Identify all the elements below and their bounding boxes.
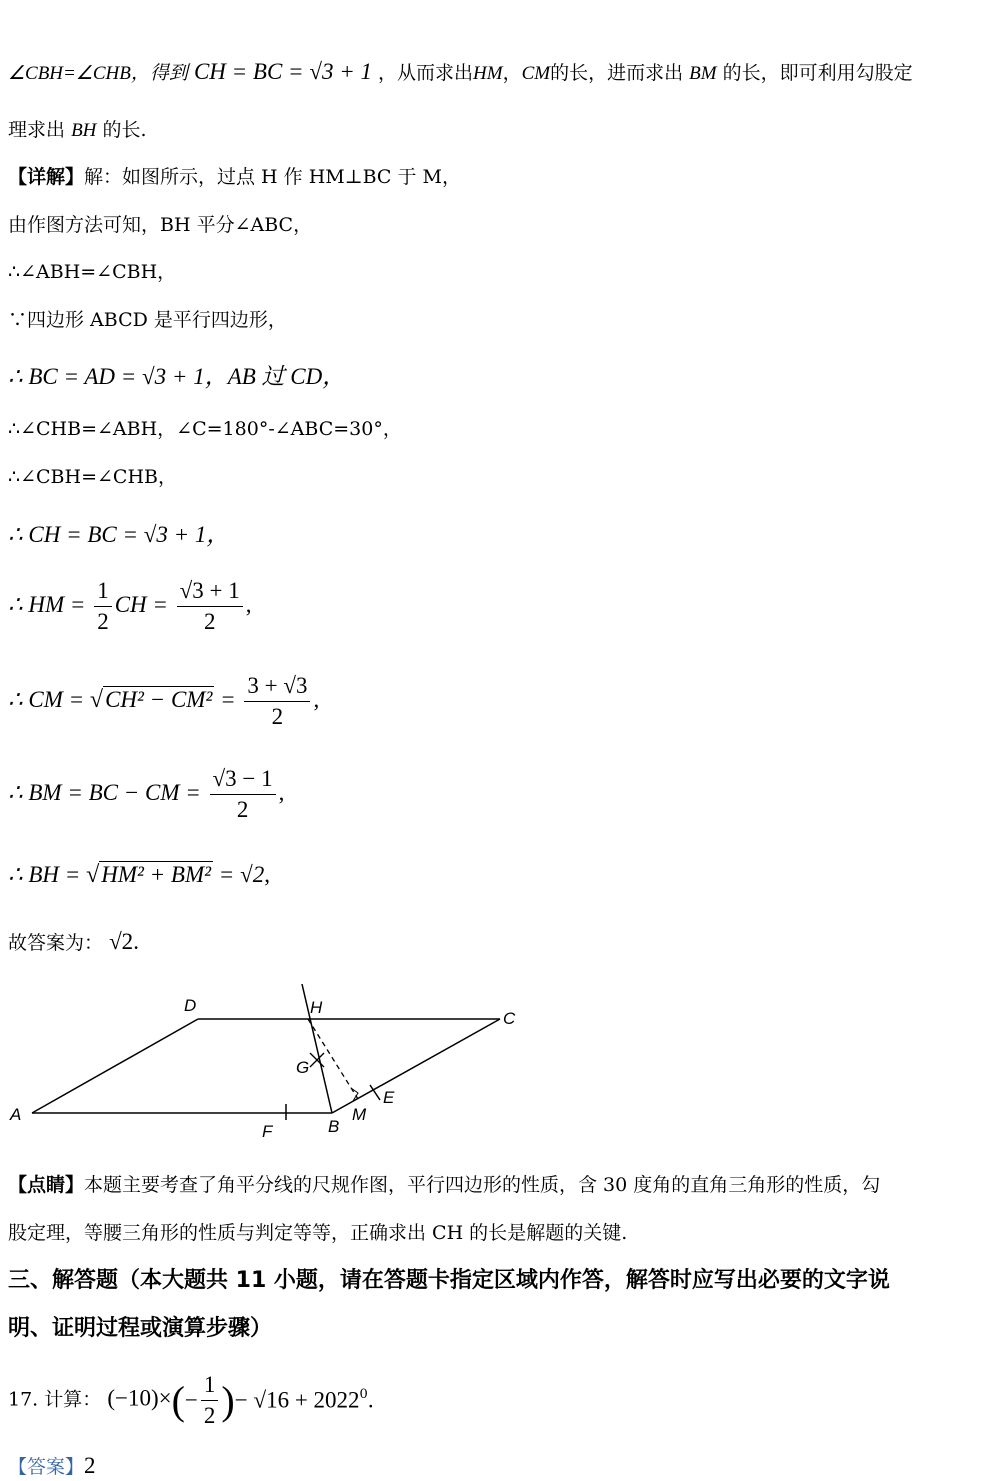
cm-num: 3 + √3 (244, 673, 310, 702)
comment-line-1 (8, 1170, 880, 1197)
detail-line-1 (8, 162, 461, 189)
section-3-title-2 (8, 1311, 272, 1342)
answer-value: √2 (109, 929, 134, 954)
section-3-title-1 (8, 1263, 890, 1294)
detail-line-11: ∴ BM = BC − CM = $\frac{√3 - 1}{2}$ , (8, 766, 285, 822)
comment-text-2: 股定理，等腰三角形的性质与判定等等，正确求出 CH 的长是解题的关键. (8, 1222, 628, 1244)
detail-line-8 (8, 516, 229, 549)
q17-den: 2 (203, 1403, 216, 1428)
intro-bm: BM (689, 63, 717, 84)
section-3-text-1: 三、解答题（本大题共 11 小题，请在答题卡指定区域内作答，解答时应写出必要的文字说 (8, 1268, 890, 1293)
sqrt-symbol: √ (89, 686, 104, 713)
hm-den: 2 (203, 609, 216, 634)
label-c: C (503, 1009, 516, 1028)
answer-tag: 【答案】 (8, 1456, 85, 1478)
detail-line-5 (8, 358, 345, 391)
comment-line-2 (8, 1218, 627, 1245)
intro-text-2: ，从而求出 (378, 62, 474, 84)
intro-line-1 (8, 58, 913, 85)
section-3-text-2: 明、证明过程或演算步骤） (8, 1316, 273, 1341)
label-m: M (352, 1105, 367, 1124)
question-17: 17. 计算： (−10)×(− $\frac{1}{2}$ )− $√16 + 2022^0$. (8, 1372, 374, 1428)
cm-den: 2 (271, 704, 284, 729)
comment-text-1: 本题主要考查了角平分线的尺规作图，平行四边形的性质，含 30 度角的直角三角形的性质，勾 (84, 1174, 881, 1196)
bm-num: √3 − 1 (210, 766, 276, 795)
intro-text-5: 理求出 (8, 119, 66, 141)
answer-17-value: 2 (84, 1453, 96, 1478)
q17-label: 17. 计算： (8, 1388, 102, 1411)
hm-fraction (177, 578, 243, 635)
detail-text-3: ∴∠ABH=∠CBH， (8, 261, 177, 283)
q17-num: 1 (201, 1372, 219, 1401)
bm-fraction (210, 766, 276, 823)
intro-text-1: ∠CBH=∠CHB，得到 (8, 63, 188, 84)
half-fraction (94, 578, 112, 635)
q17-fraction (201, 1372, 219, 1429)
detail-tag: 【详解】 (8, 166, 85, 188)
detail-text-4: ∵四边形 ABCD 是平行四边形， (8, 309, 287, 331)
intro-hm: HM (473, 63, 503, 84)
detail-line-3 (8, 257, 176, 284)
detail-line-6 (8, 414, 402, 441)
intro-cm: CM (521, 63, 551, 84)
intro-line-2 (8, 115, 146, 142)
cm-fraction (244, 673, 310, 730)
label-a: A (10, 1105, 22, 1124)
label-e: E (383, 1088, 395, 1107)
answer-prefix: 故答案为： (8, 932, 104, 954)
label-d: D (184, 996, 197, 1015)
detail-text-1: 解：如图所示，过点 H 作 HM⊥BC 于 M， (84, 166, 461, 188)
intro-bh: BH (71, 120, 97, 141)
label-h: H (310, 998, 323, 1017)
hm-num: √3 + 1 (177, 578, 243, 607)
bh-radicand: HM² + BM² (101, 862, 212, 887)
q17-expr-b: − √16 + 2022 (234, 1387, 360, 1413)
bh-rhs: = √2 (218, 862, 265, 887)
hm-lhs: ∴ HM = (8, 591, 86, 617)
detail-text-8: ∴ CH = BC = √3 + 1， (8, 522, 230, 547)
q17-expr-a: (−10)× (107, 1385, 172, 1411)
cm-lhs: ∴ CM = (8, 686, 85, 712)
side-ad (32, 1019, 198, 1113)
bm-den: 2 (236, 797, 249, 822)
answer-line: 故答案为： √2. (8, 929, 139, 954)
intro-comma: ， (502, 62, 522, 84)
detail-line-9: ∴ HM = $\frac{1}{2}$ CH = $\frac{√3 + 1}{2}$ , (8, 578, 252, 634)
detail-text-2: 由作图方法可知，BH 平分∠ABC， (8, 214, 313, 236)
detail-line-12: ∴ BH = √HM² + BM² = √2, (8, 862, 270, 888)
detail-text-6: ∴∠CHB=∠ABH，∠C=180°-∠ABC=30°， (8, 418, 402, 440)
detail-line-10: ∴ CM = √CH² − CM² = $\frac{3 + √3}{2}$ , (8, 673, 320, 729)
parallelogram-figure (0, 980, 560, 1145)
intro-text-6: 的长. (102, 119, 147, 141)
q17-exponent: 0 (359, 1387, 368, 1403)
comment-tag: 【点睛】 (8, 1174, 85, 1196)
label-g: G (296, 1058, 310, 1077)
label-f: F (262, 1122, 273, 1141)
intro-text-3: 的长，进而求出 (550, 62, 684, 84)
label-b: B (328, 1117, 340, 1136)
intro-equation: CH = BC = √3 + 1 (193, 59, 372, 84)
detail-line-2 (8, 210, 312, 237)
q17-end: . (367, 1387, 374, 1413)
detail-line-7 (8, 462, 177, 489)
detail-text-7: ∴∠CBH=∠CHB， (8, 466, 177, 488)
detail-text-5: ∴ BC = AD = √3 + 1，AB 过 CD， (8, 364, 346, 389)
bh-lhs: ∴ BH = (8, 862, 81, 887)
answer-17 (8, 1452, 96, 1479)
half-num: 1 (94, 578, 112, 607)
half-den: 2 (97, 609, 109, 634)
hm-mid: CH = (114, 591, 168, 617)
cm-radicand: CH² − CM² (105, 686, 213, 712)
detail-line-4 (8, 305, 287, 332)
sqrt-symbol-2: √ (86, 862, 100, 888)
bm-lhs: ∴ BM = BC − CM = (8, 779, 201, 805)
intro-text-4: 的长，即可利用勾股定 (722, 62, 913, 84)
